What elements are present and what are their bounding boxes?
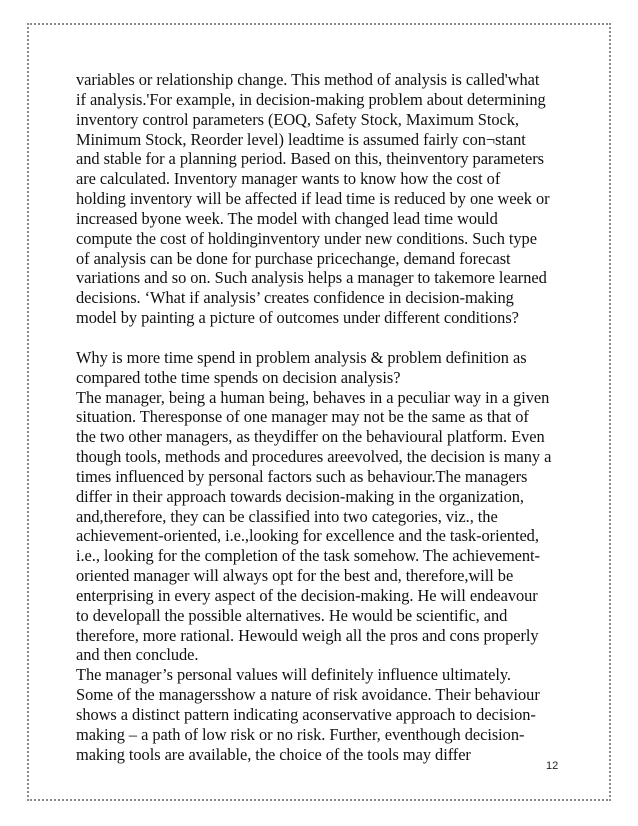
text-line: shows a distinct pattern indicating aconservative approach to decision- <box>76 705 536 724</box>
paragraph-personal-values <box>76 665 566 764</box>
text-line: of analysis can be done for purchase pricechange, demand forecast <box>76 248 511 268</box>
text-line: to developall the possible alternatives. He would be scientific, and <box>76 605 508 625</box>
paragraph-what-if-analysis <box>76 70 566 328</box>
text-line: times influenced by personal factors such as behaviour.The managers <box>76 466 528 486</box>
text-line: inventory control parameters (EOQ, Safety Stock, Maximum Stock, <box>76 109 519 129</box>
text-line: The manager, being a human being, behaves in a peculiar way in a given <box>76 387 550 407</box>
text-line: holding inventory will be affected if lead time is reduced by one week or <box>76 189 550 209</box>
text-line: oriented manager will always opt for the best and, therefore,will be <box>76 566 514 586</box>
text-line: if analysis.'For example, in decision-making problem about determining <box>76 89 546 109</box>
text-line: Why is more time spend in problem analysis & problem definition as <box>76 347 527 367</box>
paragraph-manager-behaviour <box>76 388 566 666</box>
text-line: Some of the managersshow a nature of risk avoidance. Their behaviour <box>76 685 540 705</box>
text-line: achievement-oriented, i.e.,looking for excellence and the task-oriented, <box>76 526 539 546</box>
text-line: Minimum Stock, Reorder level) leadtime is assumed fairly con¬stant <box>76 129 526 149</box>
text-line: increased byone week. The model with changed lead time would <box>76 208 498 228</box>
text-line: differ in their approach towards decision-making in the organization, <box>76 486 524 506</box>
text-line: decisions. ‘What if analysis’ creates confidence in decision-making <box>76 288 514 308</box>
text-line: variables or relationship change. This method of analysis is called'what <box>76 70 540 89</box>
text-line: and,therefore, they can be classified into two categories, viz., the <box>76 506 498 526</box>
text-line: and stable for a planning period. Based on this, theinventory parameters <box>76 149 544 169</box>
text-line: making tools are available, the choice of the tools may differ <box>76 744 471 764</box>
text-line: situation. Theresponse of one manager may not be the same as that of <box>76 407 529 427</box>
text-line: therefore, more rational. Hewould weigh all the pros and cons properly <box>76 625 539 645</box>
paragraph-spacer <box>76 328 566 348</box>
text-line: and then conclude. <box>76 645 199 665</box>
text-line: are calculated. Inventory manager wants to know how the cost of <box>76 169 501 189</box>
text-line: compute the cost of holdinginventory under new conditions. Such type <box>76 228 537 248</box>
text-line: compared tothe time spends on decision analysis? <box>76 367 401 387</box>
text-line: The manager’s personal values will definitely influence ultimately. <box>76 665 511 685</box>
text-line: model by painting a picture of outcomes under different conditions? <box>76 308 519 328</box>
text-line: making – a path of low risk or no risk. Further, eventhough decision- <box>76 724 525 744</box>
page-number: 12 <box>546 760 559 772</box>
question-heading <box>76 348 566 388</box>
text-line: i.e., looking for the completion of the task somehow. The achievement- <box>76 546 540 566</box>
text-line: the two other managers, as theydiffer on the behavioural platform. Even <box>76 427 545 447</box>
text-line: variations and so on. Such analysis helps a manager to takemore learned <box>76 268 547 288</box>
text-line: enterprising in every aspect of the decision-making. He will endeavour <box>76 585 538 605</box>
document-body <box>76 70 566 765</box>
text-line: though tools, methods and procedures areevolved, the decision is many a <box>76 447 552 467</box>
